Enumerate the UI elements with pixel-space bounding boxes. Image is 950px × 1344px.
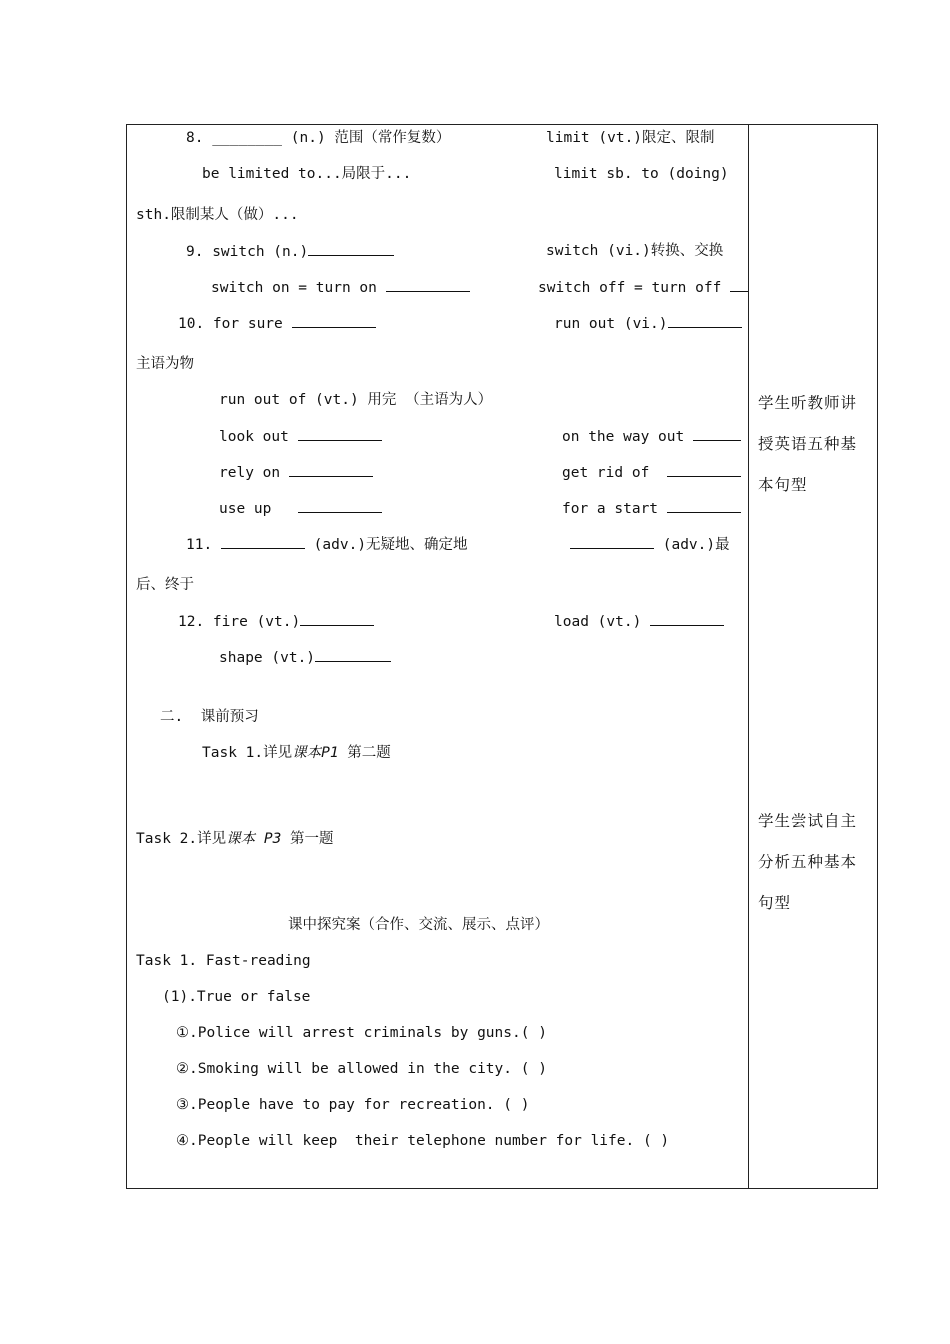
- answer-blank[interactable]: [570, 534, 654, 549]
- answer-blank[interactable]: [730, 277, 748, 292]
- vocab-10-use-up: use up: [219, 498, 382, 519]
- vocab-12-load: load (vt.): [554, 611, 724, 632]
- task-heading: Task 1. Fast-reading: [136, 953, 311, 969]
- vocab-10-run-out-of: run out of (vt.) 用完 （主语为人）: [219, 392, 493, 408]
- vocab-8-phrase2: limit sb. to (doing): [554, 166, 729, 182]
- answer-blank[interactable]: [667, 498, 741, 513]
- preview-heading: 二. 课前预习: [160, 709, 259, 725]
- vocab-9-noun: 9. switch (n.): [186, 241, 394, 262]
- true-false-item: ②.Smoking will be allowed in the city. ( ): [176, 1061, 547, 1077]
- vocab-8-phrase1: be limited to...局限于...: [202, 166, 412, 182]
- answer-blank[interactable]: [650, 611, 724, 626]
- subtask-heading: (1).True or false: [162, 989, 311, 1005]
- answer-blank[interactable]: [308, 241, 394, 256]
- answer-blank[interactable]: [315, 647, 391, 662]
- answer-blank[interactable]: [292, 313, 376, 328]
- vocab-9-verb: switch (vi.)转换、交换: [546, 243, 724, 259]
- vocab-10-run-out: run out (vi.): [554, 313, 742, 334]
- side-note-1: 学生听教师讲授英语五种基本句型: [758, 394, 858, 494]
- preview-task-1: Task 1.详见课本P1 第二题: [202, 745, 391, 761]
- vocab-10-for-sure: 10. for sure: [178, 313, 376, 334]
- true-false-item: ①.Police will arrest criminals by guns.( ): [176, 1025, 547, 1041]
- answer-blank[interactable]: [693, 426, 741, 441]
- answer-blank[interactable]: [298, 426, 382, 441]
- vocab-11-adv2-cont: 后、终于: [136, 577, 194, 593]
- vocab-10-look-out: look out: [219, 426, 382, 447]
- answer-blank[interactable]: [221, 534, 305, 549]
- preview-task-2: Task 2.详见课本 P3 第一题: [136, 831, 334, 847]
- answer-blank[interactable]: [386, 277, 470, 292]
- side-note-2: 学生尝试自主分析五种基本句型: [758, 812, 858, 912]
- vocab-11-adv2: (adv.)最: [570, 534, 730, 555]
- vocab-10-on-the-way-out: on the way out: [562, 426, 741, 447]
- answer-blank[interactable]: [300, 611, 374, 626]
- vocab-10-for-a-start: for a start: [562, 498, 741, 519]
- answer-blank[interactable]: [298, 498, 382, 513]
- vocab-10-rely-on: rely on: [219, 462, 373, 483]
- vocab-10-get-rid-of: get rid of: [562, 462, 741, 483]
- vocab-9-switch-on: switch on = turn on: [211, 277, 470, 298]
- true-false-item: ④.People will keep their telephone number for life. ( ): [176, 1133, 670, 1149]
- answer-blank[interactable]: [668, 313, 742, 328]
- vocab-8-noun: 8. ________ (n.) 范围（常作复数）: [186, 130, 451, 146]
- section-title: 课中探究案（合作、交流、展示、点评）: [288, 917, 549, 933]
- vocab-10-run-out-cont: 主语为物: [136, 356, 194, 372]
- vocab-12-fire: 12. fire (vt.): [178, 611, 374, 632]
- vocab-9-switch-off: switch off = turn off: [538, 277, 748, 298]
- vocab-12-shape: shape (vt.): [219, 647, 391, 668]
- true-false-item: ③.People have to pay for recreation. ( ): [176, 1097, 530, 1113]
- answer-blank[interactable]: [667, 462, 741, 477]
- vocab-11-adv1: 11. (adv.)无疑地、确定地: [186, 534, 468, 555]
- vocab-8-phrase2-cont: sth.限制某人（做）...: [136, 207, 299, 223]
- answer-blank[interactable]: [289, 462, 373, 477]
- column-divider: [748, 124, 749, 1189]
- vocab-8-verb: limit (vt.)限定、限制: [546, 130, 715, 146]
